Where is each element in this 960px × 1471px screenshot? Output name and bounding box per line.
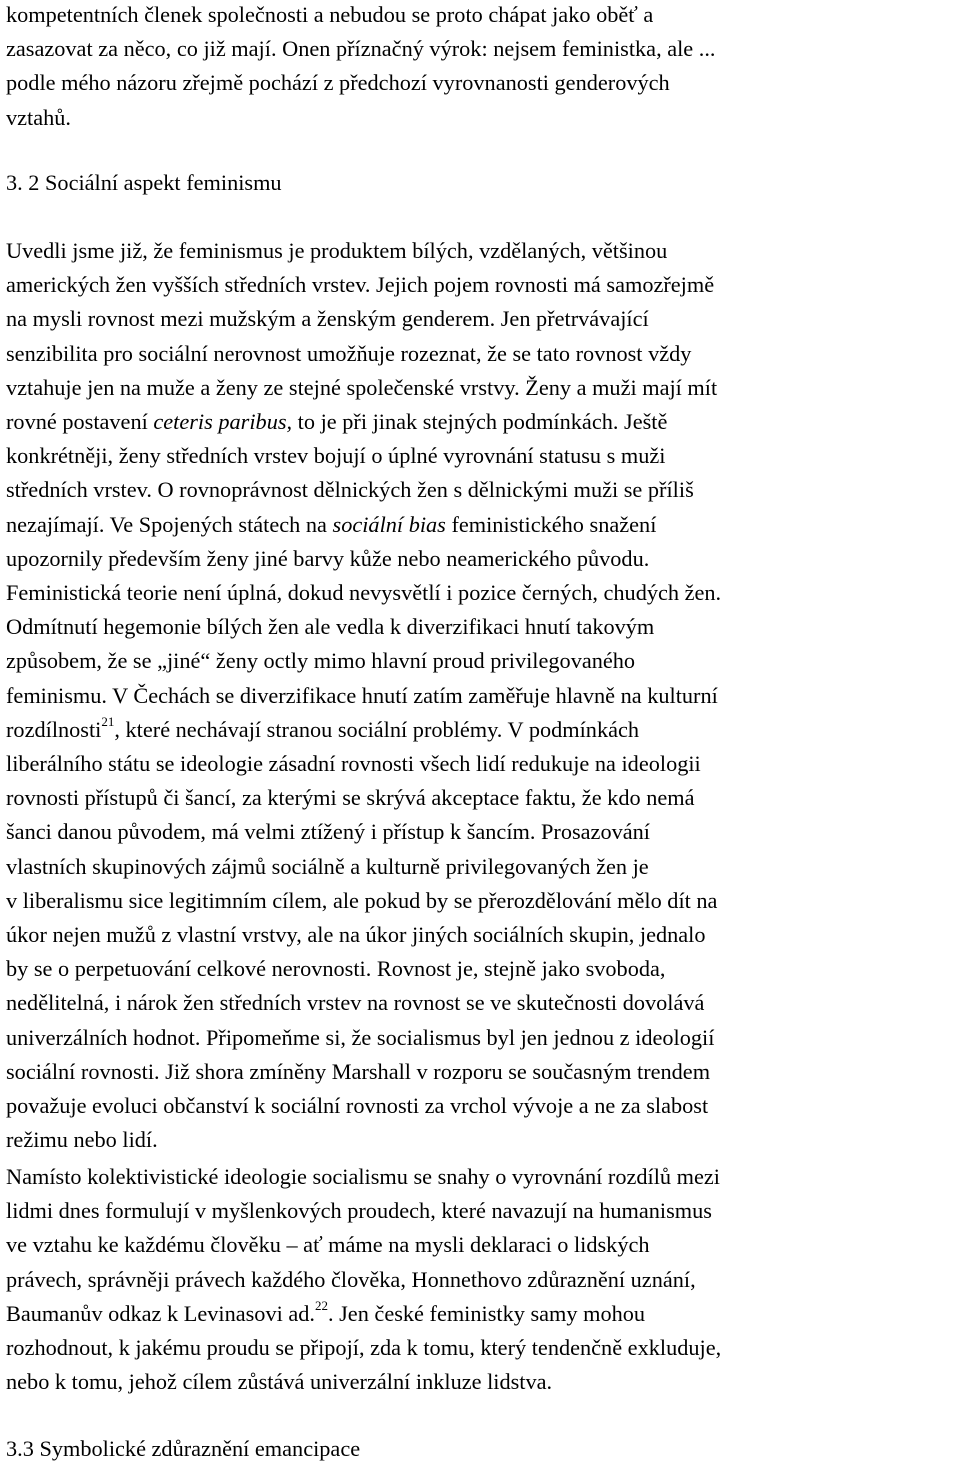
text-line: Odmítnutí hegemonie bílých žen ale vedla k diverzifikaci hnutí takovým — [6, 614, 655, 640]
text-run: feministického snažení — [445, 511, 657, 537]
text-line: vztahuje jen na muže a ženy ze stejné společenské vrstvy. Ženy a muži mají mít — [6, 374, 718, 400]
text-line: na mysli rovnost mezi mužským a ženským genderem. Jen přetrvávající — [6, 306, 649, 332]
text-run: nezajímají. Ve Spojených státech na — [6, 511, 333, 537]
section-heading-3-3: 3.3 Symbolické zdůraznění emancipace — [6, 1436, 361, 1461]
text-line: právech, správněji právech každého člověka, Honnethovo zdůraznění uznání, — [6, 1266, 696, 1292]
italic-term: ceteris paribus, — [153, 409, 293, 435]
text-line: feminismu. V Čechách se diverzifikace hnutí zatím zaměřuje hlavně na kulturní — [6, 682, 718, 708]
text-run: rozdílnosti — [6, 716, 102, 742]
intro-paragraph — [6, 0, 716, 135]
text-line: způsobem, že se „jiné“ ženy octly mimo hlavní proud privilegovaného — [6, 648, 636, 674]
footnote-ref-21[interactable]: 21 — [101, 714, 115, 730]
text-line: Feministická teorie není úplná, dokud nevysvětlí i pozice černých, chudých žen. — [6, 580, 722, 606]
text-line: Uvedli jsme již, že feminismus je produktem bílých, vzdělaných, většinou — [6, 238, 668, 263]
section-heading-3-2: 3. 2 Sociální aspekt feminismu — [6, 170, 282, 195]
text-line: ve vztahu ke každému člověku – ať máme na mysli deklaraci o lidských — [6, 1232, 650, 1258]
text-line: univerzálních hodnot. Připomeňme si, že socialismus byl jen jednou z ideologií — [6, 1024, 715, 1050]
text-line: považuje evoluci občanství k sociální rovnosti za vrchol vývoje a ne za slabost — [6, 1093, 709, 1119]
text-run: , které nechávají stranou sociální problémy. V podmínkách — [114, 716, 640, 742]
text-line: liberálního státu se ideologie zásadní rovnosti všech lidí redukuje na ideologii — [6, 751, 701, 777]
text-line: konkrétněji, ženy středních vrstev bojují o úplné vyrovnání statusu s muži — [6, 443, 666, 469]
body-paragraph-2 — [6, 1160, 721, 1399]
text-run: . Jen české feministky samy mohou — [327, 1300, 646, 1326]
text-run: rovné postavení — [6, 409, 154, 435]
text-line: amerických žen vyšších středních vrstev. Jejich pojem rovnosti má samozřejmě — [6, 272, 715, 298]
text-run: Baumanův odkaz k Levinasovi ad. — [6, 1300, 315, 1326]
text-line: šanci danou původem, má velmi ztížený i přístup k šancím. Prosazování — [6, 819, 650, 845]
text-line: režimu nebo lidí. — [6, 1127, 158, 1153]
text-line: sociální rovnosti. Již shora zmíněny Marshall v rozporu se současným trendem — [6, 1058, 711, 1084]
text-line: upozornily především ženy jiné barvy kůže nebo neamerického původu. — [6, 545, 650, 571]
text-line — [6, 1297, 721, 1331]
text-line: vztahů. — [6, 104, 72, 130]
text-line: středních vrstev. O rovnoprávnost dělnických žen s dělnickými muži se příliš — [6, 477, 694, 503]
text-line: by se o perpetuování celkové nerovnosti. Rovnost je, stejně jako svoboda, — [6, 956, 666, 982]
text-line: senzibilita pro sociální nerovnost umožňuje rozeznat, že se tato rovnost vždy — [6, 340, 692, 366]
body-paragraph-1 — [6, 234, 721, 1157]
text-line: Namísto kolektivistické ideologie socialismu se snahy o vyrovnání rozdílů mezi — [6, 1164, 720, 1189]
text-line: lidmi dnes formulují v myšlenkových proudech, které navazují na humanismus — [6, 1198, 712, 1224]
text-line: rovnosti přístupů či šancí, za kterými se skrývá akceptace faktu, že kdo nemá — [6, 785, 695, 811]
text-line — [6, 405, 721, 439]
text-line: vlastních skupinových zájmů sociálně a kulturně privilegovaných žen je — [6, 853, 649, 879]
text-line: úkor nejen mužů z vlastní vrstvy, ale na úkor jiných sociálních skupin, jednalo — [6, 922, 706, 948]
text-line: zasazovat za něco, co již mají. Onen příznačný výrok: nejsem feministka, ale ... — [6, 36, 716, 62]
text-line: nebo k tomu, jehož cílem zůstává univerzální inkluze lidstva. — [6, 1369, 553, 1395]
italic-term: sociální bias — [332, 511, 446, 537]
text-line: kompetentních členek společnosti a nebudou se proto chápat jako oběť a — [6, 2, 654, 27]
text-line — [6, 713, 721, 747]
footnote-ref-22[interactable]: 22 — [314, 1298, 328, 1314]
text-line: podle mého názoru zřejmě pochází z předchozí vyrovnanosti genderových — [6, 70, 670, 96]
text-line: rozhodnout, k jakému proudu se připojí, zda k tomu, který tendenčně exkluduje, — [6, 1335, 722, 1361]
text-line: nedělitelná, i nárok žen středních vrstev na rovnost se ve skutečnosti dovolává — [6, 990, 705, 1016]
text-run: to je při jinak stejných podmínkách. Ještě — [292, 409, 668, 435]
text-line — [6, 508, 721, 542]
text-line: v liberalismu sice legitimním cílem, ale pokud by se přerozdělování mělo dít na — [6, 887, 718, 913]
